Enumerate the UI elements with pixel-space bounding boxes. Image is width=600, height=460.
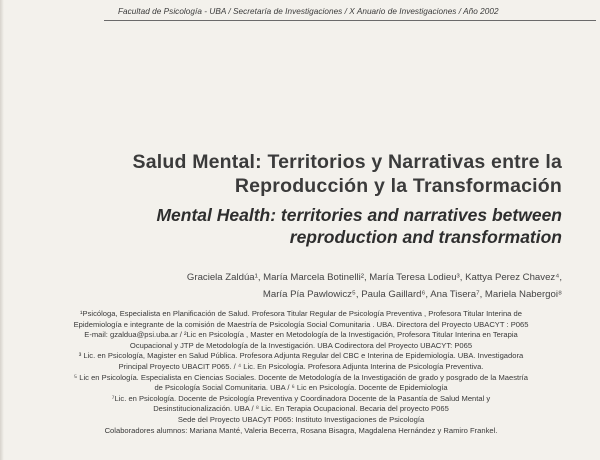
affiliation-note: E-mail: gzaldua@psi.uba.ar / ²Lic en Psicología , Master en Metodología de la Investigación, Profesora Titular Interina en Terapia xyxy=(84,330,518,340)
title-spanish-line: Salud Mental: Territorios y Narrativas entre la xyxy=(132,151,562,173)
author-list xyxy=(92,269,562,303)
affiliation-note: Sede del Proyecto UBACyT P065: Instituto Investigaciones de Psicología xyxy=(177,414,425,424)
affiliation-note: Desinstitucionalización. UBA / ⁸ Lic. En Terapia Ocupacional. Becaria del proyecto P065 xyxy=(153,404,449,414)
scan-edge-shadow xyxy=(0,0,4,460)
title-spanish-line: Reproducción y la Transformación xyxy=(234,175,562,197)
collaborators-note: Colaboradores alumnos: Mariana Manté, Valeria Becerra, Rosana Bisagra, Magdalena Hernández y Ramiro Frankel. xyxy=(104,425,498,435)
header-rule xyxy=(104,20,596,21)
running-head: Facultad de Psicología - UBA / Secretaría de Investigaciones / X Anuario de Investigaciones / Año 2002 xyxy=(118,7,499,16)
affiliation-note: ¹Psicóloga, Especialista en Planificación de Salud. Profesora Titular Regular de Psicología Preventiva , Profesora Titular Interina de xyxy=(80,309,522,318)
title-english-line: reproduction and transformation xyxy=(289,227,562,247)
affiliation-note: Principal Proyecto UBACIT P065. / ⁴ Lic. En Psicología. Profesora Adjunta Interina de Psicología Preventiva. xyxy=(118,361,484,371)
affiliation-note: de Psicología Social Comunitaria. UBA / ⁶ Lic en Psicología. Docente de Epidemiología xyxy=(154,383,448,393)
title-spanish xyxy=(132,150,562,198)
affiliation-note: Ocupacional y JTP de Metodología de la Investigación. UBA Codirectora del Proyecto UBACYT: P065 xyxy=(129,340,473,350)
affiliation-note: Epidemiología e integrante de la comisión de Maestría de Psicología Social Comunitaria . UBA. Directora del Proyecto UBACYT : P065 xyxy=(73,319,529,329)
author-line: Graciela Zaldúa¹, María Marcela Botinelli², María Teresa Lodieu³, Kattya Perez Chavez⁴, xyxy=(186,272,562,283)
author-affiliation-notes xyxy=(18,309,584,436)
title-english-line: Mental Health: territories and narratives between xyxy=(156,205,562,225)
affiliation-note: ³ Lic. en Psicología, Magister en Salud Pública. Profesora Adjunta Regular del CBC e Interina de Epidemiología. UBA. Investigadora xyxy=(78,351,524,361)
author-line: María Pía Pawlowicz⁵, Paula Gaillard⁶, Ana Tisera⁷, Mariela Nabergoi⁸ xyxy=(262,289,562,300)
title-english xyxy=(156,204,562,248)
affiliation-note: ⁷Lic. en Psicología. Docente de Psicología Preventiva y Coordinadora Docente de la Pasantía de Salud Mental y xyxy=(111,393,491,403)
affiliation-note: ⁵ Lic en Psicología. Especialista en Ciencias Sociales. Docente de Metodología de la Investigación de grado y posgrado de la Maestría xyxy=(74,372,528,382)
